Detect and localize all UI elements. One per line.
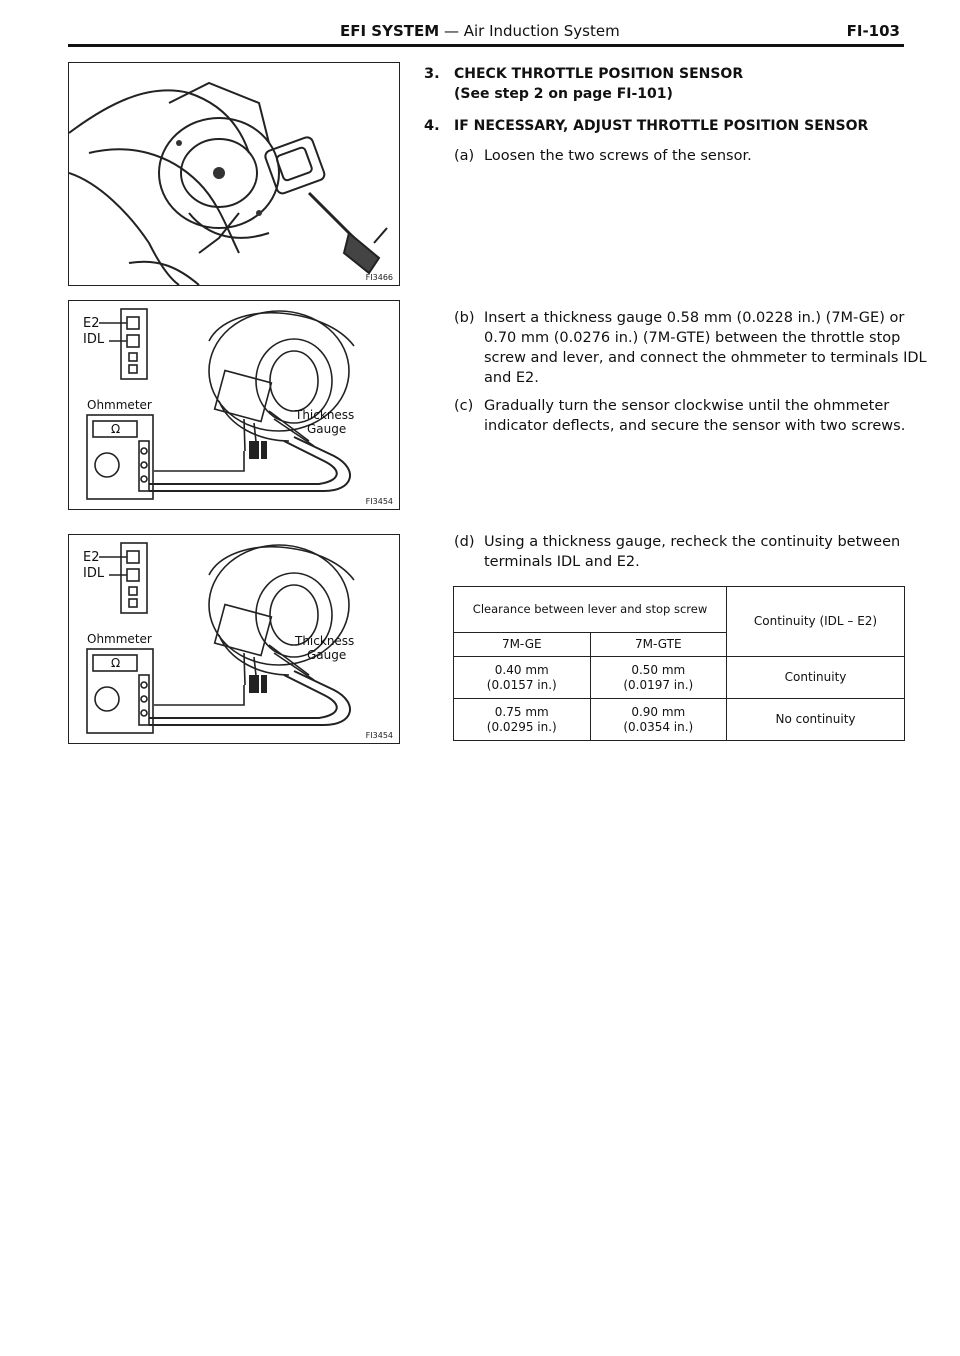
page-header (68, 20, 904, 47)
substep-label: (c) (454, 398, 474, 414)
substep-label: (a) (454, 148, 475, 164)
step-reference: (See step 2 on page FI-101) (454, 86, 673, 102)
ohm-symbol: Ω (111, 656, 121, 670)
substep-text: Using a thickness gauge, recheck the continuity between terminals IDL and E2. (484, 534, 901, 570)
table-cell-result: No continuity (727, 699, 905, 741)
label-e2: E2 (83, 550, 100, 565)
label-gauge: Gauge (307, 648, 347, 662)
label-ohmmeter: Ohmmeter (87, 632, 152, 646)
figure-code: FI3454 (365, 731, 393, 740)
label-ohmmeter: Ohmmeter (87, 398, 152, 412)
system-name: EFI SYSTEM (340, 22, 440, 40)
table-row (454, 699, 905, 741)
label-idl: IDL (83, 332, 105, 347)
table-cell-7m-gte: 0.90 mm (0.0354 in.) (590, 699, 727, 741)
label-e2: E2 (83, 316, 100, 331)
column-header-7m-ge: 7M-GE (454, 633, 591, 657)
page-number: FI-103 (846, 22, 900, 40)
substep-text: Loosen the two screws of the sensor. (484, 148, 752, 164)
figure-code: FI3454 (365, 497, 393, 506)
step-heading: IF NECESSARY, ADJUST THROTTLE POSITION SENSOR (454, 118, 869, 134)
section-name: — Air Induction System (439, 22, 620, 40)
table-cell-7m-ge: 0.75 mm (0.0295 in.) (454, 699, 591, 741)
figure-throttle-body (68, 62, 400, 286)
step-number: 3. (424, 66, 440, 82)
ohm-symbol: Ω (111, 422, 121, 436)
continuity-header: Continuity (IDL – E2) (727, 587, 905, 657)
table-cell-7m-ge: 0.40 mm (0.0157 in.) (454, 657, 591, 699)
page-title (340, 22, 620, 40)
table-cell-7m-gte: 0.50 mm (0.0197 in.) (590, 657, 727, 699)
step-heading: CHECK THROTTLE POSITION SENSOR (454, 66, 744, 82)
column-header-7m-gte: 7M-GTE (590, 633, 727, 657)
substep-text: Gradually turn the sensor clockwise until the ohmmeter indicator deflects, and secure the sensor with two screws. (484, 398, 906, 434)
substep-label: (b) (454, 310, 475, 326)
clearance-header: Clearance between lever and stop screw (454, 587, 727, 633)
label-thickness: Thickness (295, 408, 355, 422)
label-idl: IDL (83, 566, 105, 581)
clearance-table (453, 586, 905, 741)
figure-code: FI3466 (365, 273, 393, 282)
label-gauge: Gauge (307, 422, 347, 436)
figure-ohmmeter-gauge-2 (68, 534, 400, 744)
figure-ohmmeter-gauge-1 (68, 300, 400, 510)
step-number: 4. (424, 118, 440, 134)
table-cell-result: Continuity (727, 657, 905, 699)
throttle-body-illustration (69, 63, 399, 285)
label-thickness: Thickness (295, 634, 355, 648)
substep-text: Insert a thickness gauge 0.58 mm (0.0228 in.) (7M-GE) or 0.70 mm (0.0276 in.) (7M-GTE) between the throttle stop screw and lever, and connect the ohmmeter to terminals IDL and E2. (484, 310, 927, 386)
table-row (454, 657, 905, 699)
substep-label: (d) (454, 534, 475, 550)
